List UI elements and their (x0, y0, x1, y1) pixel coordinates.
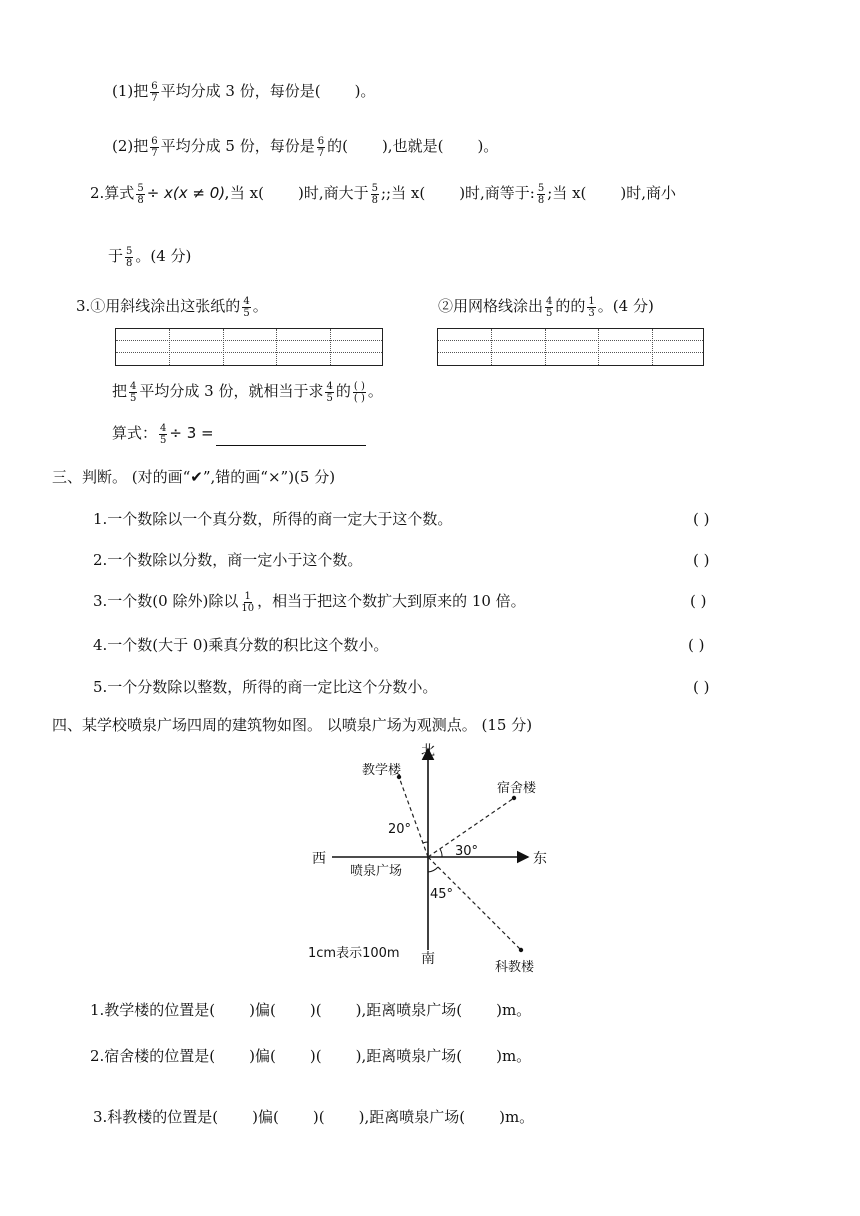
q-text: )( (309, 1047, 322, 1065)
q2-text-c: )时,商大于 (298, 184, 369, 202)
fraction (325, 381, 333, 404)
fraction-denominator: 8 (537, 194, 545, 206)
q2-text-e: )时,商等于: (459, 184, 535, 202)
q3-right-text-b: 的的 (555, 297, 586, 315)
judge-item-3 (93, 590, 526, 614)
judge-answer-1[interactable]: ( ) (693, 510, 710, 528)
grid-line (438, 352, 703, 353)
fraction-denominator: 5 (243, 307, 250, 319)
fraction-denominator: 5 (546, 307, 553, 319)
paper-strip-right[interactable] (437, 328, 704, 366)
q1-sub2-text-b: 平均分成 5 份，每份是 (160, 137, 315, 155)
fraction-denominator: 5 (326, 392, 333, 404)
q2-text-f: ;当 x( (547, 184, 587, 202)
fraction-numerator: 5 (537, 182, 545, 194)
q3-conv-text-b: 平均分成 3 份，就相当于求 (139, 382, 324, 400)
judge-item-3-text-b: ，相当于把这个数扩大到原来的 10 倍。 (257, 592, 526, 610)
fraction (317, 136, 325, 159)
fraction-numerator: 5 (371, 182, 378, 194)
label-dormitory: 宿舍楼 (497, 781, 537, 796)
q2-text-d: ;;当 x( (381, 184, 426, 202)
q3-left-text-a: 3.①用斜线涂出这张纸的 (76, 297, 241, 315)
fraction-numerator: 6 (317, 135, 325, 147)
q2-text-g: )时,商小 (620, 184, 677, 202)
q-text: )偏( (252, 1108, 279, 1126)
fraction (587, 296, 595, 319)
q1-sub1-text-a: (1)把 (112, 82, 149, 100)
fraction-numerator: 5 (126, 245, 133, 257)
grid-line (545, 329, 546, 365)
q-text: ),距离喷泉广场( (355, 1047, 463, 1065)
fraction (159, 423, 167, 446)
fraction (129, 381, 137, 404)
location-question-3 (93, 1106, 534, 1128)
q2-expression: ÷ x(x ≠ 0), (146, 184, 230, 202)
q3-formula (112, 422, 366, 446)
q-text: )( (309, 1001, 322, 1019)
q2-line1 (90, 182, 676, 206)
angle-arc-30 (440, 849, 442, 857)
angle-arc-45 (428, 867, 438, 872)
judge-answer-5[interactable]: ( ) (693, 678, 710, 696)
fraction-denominator: 7 (317, 147, 325, 159)
judge-item-3-text-a: 3.一个数(0 除外)除以 (93, 592, 239, 610)
fraction-numerator: 6 (151, 135, 158, 147)
q-text: )偏( (249, 1001, 276, 1019)
fraction (136, 183, 144, 206)
grid-line (223, 329, 224, 365)
q-text: ),距离喷泉广场( (355, 1001, 463, 1019)
q3-right-prompt (438, 295, 654, 319)
fraction-denominator: 5 (160, 434, 167, 446)
q-text: 2.宿舍楼的位置是( (90, 1047, 216, 1065)
q3-right-text-a: ②用网格线涂出 (438, 297, 544, 315)
fraction-numerator: 4 (326, 380, 333, 392)
judge-item-5: 5.一个分数除以整数，所得的商一定比这个分数小。 (93, 678, 438, 696)
label-science-building: 科教楼 (495, 960, 535, 975)
judge-item-4: 4.一个数(大于 0)乘真分数的积比这个数小。 (93, 636, 389, 654)
fraction-denominator: 5 (130, 392, 137, 404)
q-text: ),距离喷泉广场( (358, 1108, 466, 1126)
fraction-denominator: 8 (371, 194, 378, 206)
q-text: )m。 (496, 1001, 532, 1019)
fraction-numerator: 4 (243, 295, 250, 307)
q2-text-b: 当 x( (229, 184, 264, 202)
q3-right-text-c: 。(4 分) (597, 297, 654, 315)
fraction-numerator: 4 (130, 380, 137, 392)
q3-conversion (112, 380, 383, 404)
fraction (150, 136, 158, 159)
grid-line (438, 340, 703, 341)
fraction (125, 246, 133, 269)
answer-fraction-blank[interactable] (353, 381, 366, 404)
q-text: )m。 (499, 1108, 535, 1126)
fraction-numerator: 4 (160, 422, 167, 434)
q1-sub1-text-b: 平均分成 3 份，每份是( (160, 82, 321, 100)
grid-line (330, 329, 331, 365)
q2-text-a: 2.算式 (90, 184, 135, 202)
ray-science-building (428, 857, 521, 950)
grid-line (491, 329, 492, 365)
q1-sub1 (112, 80, 375, 104)
fraction-denominator: 7 (151, 147, 158, 159)
label-angle-30: 30° (455, 844, 479, 859)
grid-line (116, 352, 382, 353)
grid-line (598, 329, 599, 365)
q-text: 3.科教楼的位置是( (93, 1108, 219, 1126)
q3-left-text-b: 。 (252, 297, 268, 315)
fraction-numerator: ( ) (353, 380, 365, 392)
label-north: 北 (421, 743, 435, 759)
fraction-numerator: 4 (546, 295, 553, 307)
label-angle-20: 20° (388, 822, 412, 837)
label-fountain-square: 喷泉广场 (350, 864, 403, 879)
section4-title: 四、某学校喷泉广场四周的建筑物如图。 以喷泉广场为观测点。 (15 分) (52, 716, 533, 734)
q-text: )( (312, 1108, 325, 1126)
fraction-denominator: ( ) (353, 392, 365, 404)
q3-conv-text-a: 把 (112, 382, 128, 400)
q1-sub2 (112, 135, 498, 159)
judge-item-1: 1.一个数除以一个真分数，所得的商一定大于这个数。 (93, 510, 453, 528)
q1-sub2-text-c: 的( (327, 137, 348, 155)
ray-teaching-building (399, 777, 428, 857)
q-text: 1.教学楼的位置是( (90, 1001, 216, 1019)
label-east: 东 (533, 851, 547, 867)
label-teaching-building: 教学楼 (362, 763, 402, 778)
section3-title: 三、判断。 (对的画“✔”,错的画“×”)(5 分) (52, 468, 336, 486)
grid-line (276, 329, 277, 365)
fraction (150, 81, 158, 104)
q-text: )m。 (496, 1047, 532, 1065)
fraction (545, 296, 553, 319)
science-building-point (519, 948, 523, 952)
fraction (371, 183, 379, 206)
paper-strip-left[interactable] (115, 328, 383, 366)
fraction-numerator: 1 (588, 295, 595, 307)
fraction-numerator: 6 (151, 80, 158, 92)
fraction-denominator: 3 (588, 307, 595, 319)
fraction (240, 591, 255, 614)
location-question-1 (90, 999, 531, 1021)
q3-formula-expr: ÷ 3 = (169, 424, 214, 442)
q1-sub1-text-c: )。 (354, 82, 376, 100)
q3-formula-label: 算式： (112, 424, 158, 442)
fraction-numerator: 1 (244, 590, 251, 602)
fraction-denominator: 7 (151, 92, 158, 104)
q2-line2-text-b: 。(4 分) (135, 247, 192, 265)
q1-sub2-text-e: )。 (477, 137, 499, 155)
answer-line[interactable] (216, 431, 366, 446)
fraction (242, 296, 250, 319)
judge-answer-3[interactable]: ( ) (690, 592, 707, 610)
q3-conv-text-c: 的 (335, 382, 351, 400)
q2-line2 (108, 245, 191, 269)
label-west: 西 (312, 851, 326, 867)
fraction-denominator: 8 (137, 194, 144, 206)
fraction-denominator: 8 (126, 257, 133, 269)
fraction-numerator: 5 (137, 182, 144, 194)
fraction (537, 183, 545, 206)
judge-item-2: 2.一个数除以分数，商一定小于这个数。 (93, 551, 363, 569)
direction-figure (290, 735, 570, 980)
fraction-denominator: 10 (241, 602, 255, 614)
q3-conv-text-d: 。 (367, 382, 383, 400)
q2-line2-text-a: 于 (108, 247, 124, 265)
location-question-2 (90, 1045, 531, 1067)
q-text: )偏( (249, 1047, 276, 1065)
judge-answer-4[interactable]: ( ) (688, 636, 705, 654)
judge-answer-2[interactable]: ( ) (693, 551, 710, 569)
q3-left-prompt (76, 295, 268, 319)
grid-line (116, 340, 382, 341)
grid-line (652, 329, 653, 365)
dormitory-point (512, 796, 516, 800)
label-south: 南 (421, 951, 435, 967)
label-angle-45: 45° (430, 887, 454, 902)
q1-sub2-text-d: ),也就是( (381, 137, 444, 155)
label-scale: 1cm表示100m (308, 946, 400, 961)
q1-sub2-text-a: (2)把 (112, 137, 149, 155)
grid-line (169, 329, 170, 365)
